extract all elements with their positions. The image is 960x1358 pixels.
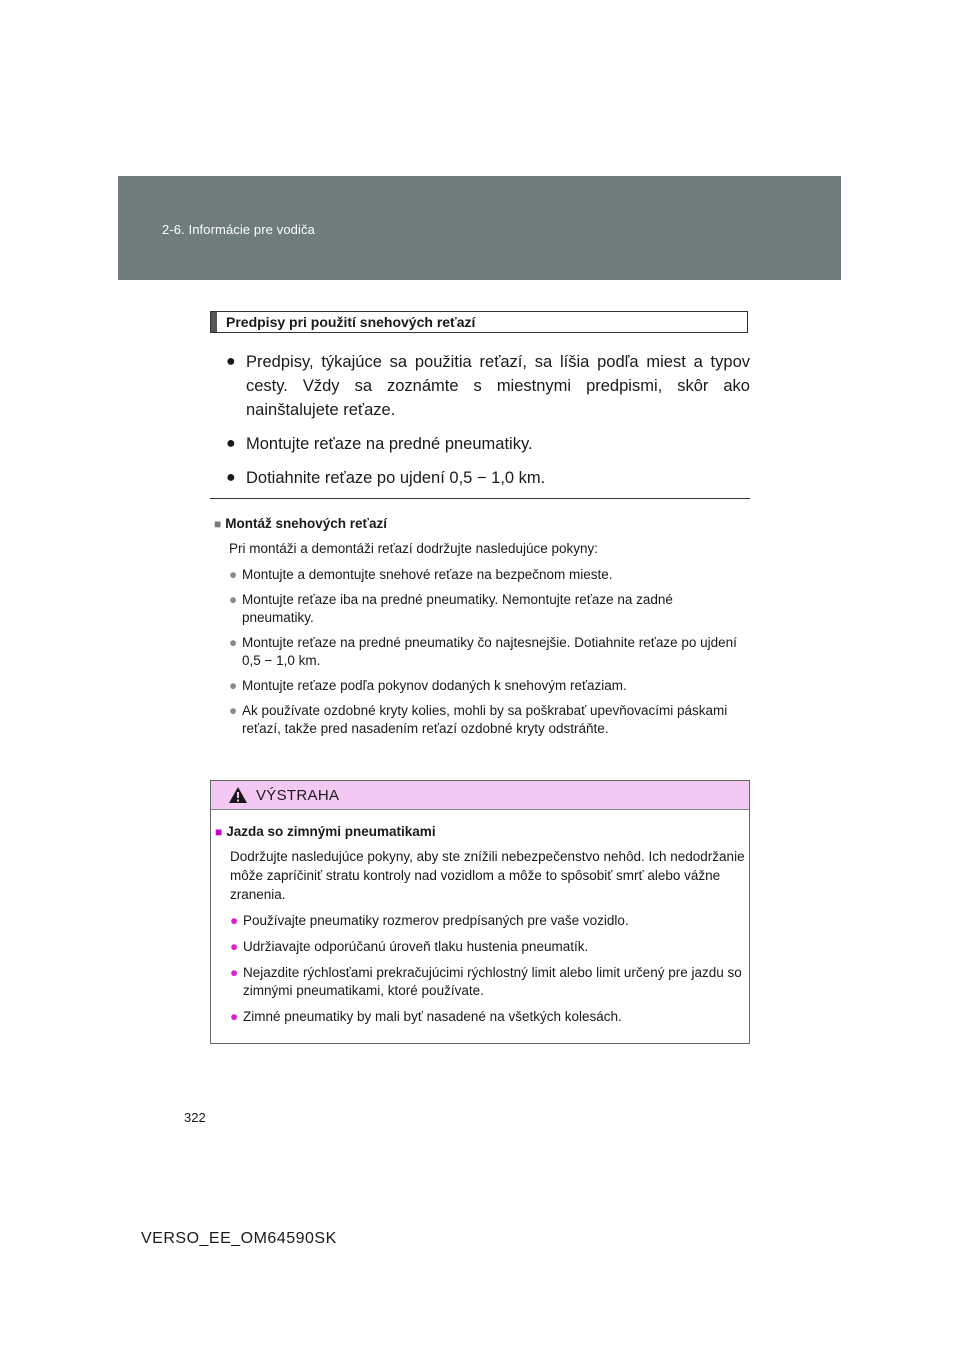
chapter-header-band xyxy=(118,176,841,280)
list-item: ● Zimné pneumatiky by mali byť nasadené na všetkých kolesách. xyxy=(230,1009,622,1024)
bullet-icon: ● xyxy=(230,913,239,928)
list-item-text: Montujte reťaze na predné pneumatiky. xyxy=(246,435,533,453)
list-item: ● Používajte pneumatiky rozmerov predpísaných pre vaše vozidlo. xyxy=(230,913,629,928)
warning-label: VÝSTRAHA xyxy=(256,786,340,804)
notes-intro: Pri montáži a demontáži reťazí dodržujte nasledujúce pokyny: xyxy=(229,541,599,556)
document-code: VERSO_EE_OM64590SK xyxy=(141,1230,337,1247)
bullet-icon: ● xyxy=(229,635,238,650)
notes-section xyxy=(214,516,746,745)
warning-triangle-icon xyxy=(229,787,247,803)
section-heading-bar xyxy=(211,312,217,332)
list-item: ● Nejazdite rýchlosťami prekračujúcimi rýchlostný limit alebo limit určený pre jazdu so zimnými pneumatikami, ktoré používate. xyxy=(230,965,742,998)
section-heading-text: Predpisy pri použití snehových reťazí xyxy=(226,314,476,330)
warning-title: ■ Jazda so zimnými pneumatikami xyxy=(215,824,436,839)
bullet-icon: ● xyxy=(230,1009,239,1024)
square-bullet-icon: ■ xyxy=(215,825,223,839)
bullet-icon: ● xyxy=(230,939,239,954)
list-item: ● Ak používate ozdobné kryty kolies, mohli by sa poškrabať upevňovacími páskami reťazí, takže pred nasadením reťazí ozdobné kryty odstráňte. xyxy=(229,703,728,736)
page-number: 322 xyxy=(184,1110,206,1125)
list-item-text: Predpisy, týkajúce sa použitia reťazí, sa líšia podľa miest a typov cesty. Vždy sa zoznámte s miestnymi predpismi, skôr ako nainštalujete reťaze. xyxy=(246,353,750,419)
list-item: ● Montujte reťaze na predné pneumatiky čo najtesnejšie. Dotiahnite reťaze po ujdení 0,5 − 1,0 km. xyxy=(229,635,737,668)
warning-body xyxy=(211,810,749,1026)
list-item xyxy=(226,432,750,456)
notes-title: ■ Montáž snehových reťazí xyxy=(214,516,388,531)
bullet-icon: ● xyxy=(229,567,238,582)
list-item: ● Udržiavajte odporúčanú úroveň tlaku hustenia pneumatík. xyxy=(230,939,589,954)
warning-box xyxy=(210,780,750,1044)
list-item xyxy=(226,466,750,490)
list-item: ● Montujte a demontujte snehové reťaze na bezpečnom mieste. xyxy=(229,567,613,582)
list-item xyxy=(226,350,750,422)
bullet-icon: ● xyxy=(226,435,236,452)
chapter-title: 2-6. Informácie pre vodiča xyxy=(162,222,315,237)
warning-intro: Dodržujte nasledujúce pokyny, aby ste znížili nebezpečenstvo nehôd. Ich nedodržanie môže zapríčiniť stratu kontroly nad vozidlom a môže to spôsobiť smrť alebo vážne zranenia. xyxy=(230,849,745,902)
divider xyxy=(210,498,750,499)
list-item: ● Montujte reťaze iba na predné pneumatiky. Nemontujte reťaze na zadné pneumatiky. xyxy=(229,592,673,625)
section-list xyxy=(226,350,750,500)
bullet-icon: ● xyxy=(229,678,238,693)
bullet-icon: ● xyxy=(226,469,236,486)
bullet-icon: ● xyxy=(230,965,239,980)
bullet-icon: ● xyxy=(226,353,236,370)
square-bullet-icon: ■ xyxy=(214,517,222,531)
section-heading xyxy=(210,311,748,333)
bullet-icon: ● xyxy=(229,703,238,718)
list-item: ● Montujte reťaze podľa pokynov dodaných k snehovým reťaziam. xyxy=(229,678,627,693)
warning-header xyxy=(211,781,749,810)
list-item-text: Dotiahnite reťaze po ujdení 0,5 − 1,0 km. xyxy=(246,469,546,487)
bullet-icon: ● xyxy=(229,592,238,607)
